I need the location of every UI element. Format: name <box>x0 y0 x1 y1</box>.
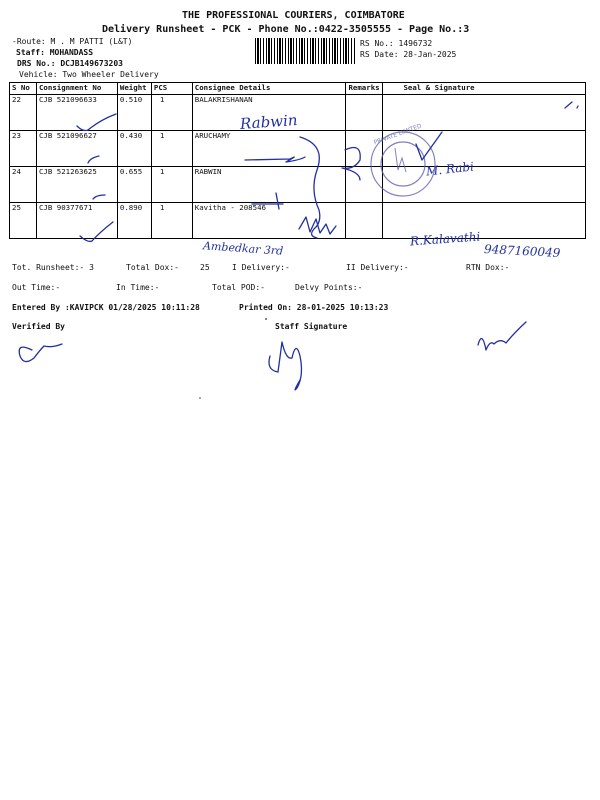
handwritten-kalavathi: R.Kalavathi <box>409 229 481 249</box>
cell-consignment: CJB 521096627 <box>36 131 117 167</box>
i-delivery: I Delivery:- <box>232 263 290 272</box>
scan-speck <box>199 397 201 399</box>
cell-consignee: RABWIN <box>192 167 346 203</box>
cell-pcs: 1 <box>151 95 192 131</box>
tick-mark <box>88 156 99 163</box>
drs-number: DRS No.: DCJB149673203 <box>17 59 123 68</box>
ii-delivery: II Delivery:- <box>346 263 409 272</box>
printed-on: Printed On: 28-01-2025 10:13:23 <box>239 303 389 312</box>
staff-signature-label: Staff Signature <box>275 322 348 331</box>
delvy-points: Delvy Points:- <box>295 283 363 292</box>
total-dox-label: Total Dox:- <box>126 263 179 272</box>
signature-mark <box>299 217 336 234</box>
staff-info: Staff: MOHANDASS <box>16 48 94 57</box>
tick-mark <box>80 222 113 241</box>
cell-consignee: ARUCHAMY <box>192 131 346 167</box>
cell-weight: 0.430 <box>117 131 151 167</box>
runsheet-subtitle: Delivery Runsheet - PCK - Phone No.:0422-3505555 - Page No.:3 <box>102 24 470 35</box>
cell-sno: 24 <box>10 167 37 203</box>
delivery-signature <box>478 322 526 350</box>
handwritten-ambedkar: Ambedkar 3rd <box>202 239 284 258</box>
col-header-pcs: PCS <box>151 83 192 95</box>
rs-number: RS No.: 1496732 <box>360 39 433 48</box>
cell-weight: 0.510 <box>117 95 151 131</box>
cell-pcs: 1 <box>151 203 192 239</box>
col-header-seal-signature: Seal & Signature <box>383 83 586 95</box>
total-pod: Total POD:- <box>212 283 265 292</box>
scan-speck <box>265 318 267 320</box>
cell-consignee: BALAKRISHANAN <box>192 95 346 131</box>
vehicle-info: Vehicle: Two Wheeler Delivery <box>19 70 159 79</box>
ink-mark <box>565 102 578 108</box>
entered-by: Entered By :KAVIPCK 01/28/2025 10:11:28 <box>12 303 200 312</box>
company-stamp <box>371 122 435 196</box>
handwritten-m-rabi: M. Rabi <box>425 159 475 179</box>
cell-weight: 0.890 <box>117 203 151 239</box>
cell-pcs: 1 <box>151 131 192 167</box>
staff-signature <box>269 342 301 390</box>
cell-consignment: CJB 90377671 <box>36 203 117 239</box>
cell-pcs: 1 <box>151 167 192 203</box>
col-header-weight: Weight <box>117 83 151 95</box>
handwritten-rabwin: Rabwin <box>239 111 299 133</box>
handwritten-phone: 9487160049 <box>483 242 561 260</box>
out-time: Out Time:- <box>12 283 61 292</box>
col-header-remarks: Remarks <box>346 83 383 95</box>
cell-weight: 0.655 <box>117 167 151 203</box>
rs-date: RS Date: 28-Jan-2025 <box>360 50 457 59</box>
total-runsheet: Tot. Runsheet:- 3 <box>12 263 94 272</box>
col-header-sno: S No <box>10 83 37 95</box>
col-header-consignee: Consignee Details <box>192 83 346 95</box>
rtn-dox: RTN Dox:- <box>466 263 510 272</box>
verifier-signature <box>19 344 62 362</box>
cell-consignee: Kavitha - 208546 <box>192 203 346 239</box>
signature-mark <box>245 157 305 162</box>
tick-mark <box>77 114 116 131</box>
cell-sno: 25 <box>10 203 37 239</box>
route-info: -Route: M . M PATTI (L&T) <box>12 37 133 46</box>
company-title: THE PROFESSIONAL COURIERS, COIMBATORE <box>182 10 405 21</box>
signature-mark <box>342 148 360 180</box>
verified-by-label: Verified By <box>12 322 65 331</box>
cell-consignment: CJB 521096633 <box>36 95 117 131</box>
tick-mark <box>93 195 105 199</box>
in-time: In Time:- <box>116 283 160 292</box>
cell-consignment: CJB 521263625 <box>36 167 117 203</box>
signature-mark <box>252 193 283 209</box>
total-dox-value: 25 <box>200 263 210 272</box>
col-header-consignment: Consignment No <box>36 83 117 95</box>
cell-sno: 22 <box>10 95 37 131</box>
cell-sno: 23 <box>10 131 37 167</box>
stamp-text: PRIVATE LIMITED <box>372 122 423 147</box>
